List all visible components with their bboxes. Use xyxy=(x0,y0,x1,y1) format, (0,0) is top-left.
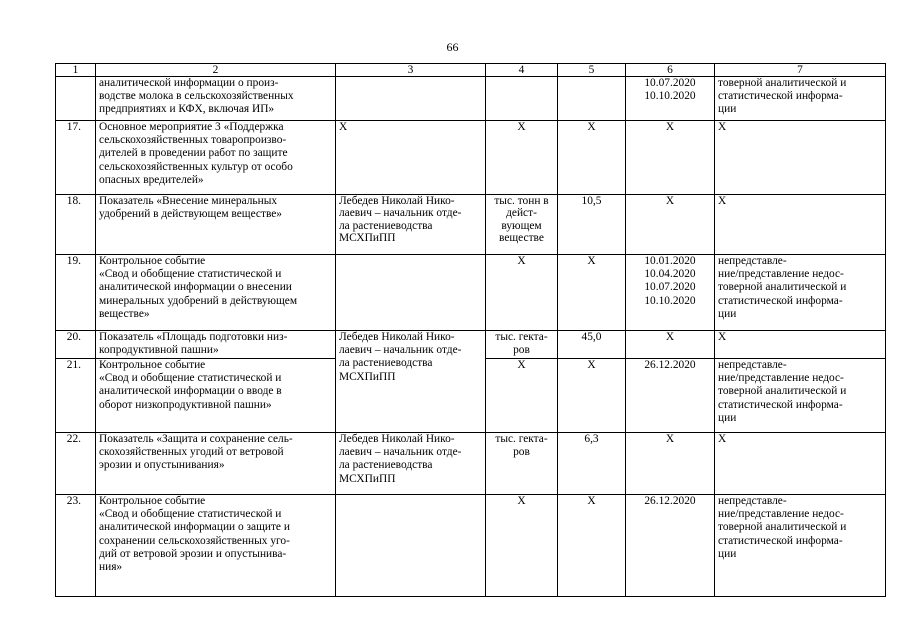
table-row xyxy=(56,121,886,195)
row-risk xyxy=(715,433,886,495)
row-date xyxy=(626,195,715,255)
description-line: «Свод и обобщение статистической и xyxy=(99,268,282,281)
row-date xyxy=(626,77,715,121)
header-cell: 5 xyxy=(558,64,626,77)
table-row xyxy=(56,331,886,359)
row-value: Х xyxy=(558,121,626,195)
row-value: 6,3 xyxy=(558,433,626,495)
header-cell: 3 xyxy=(336,64,486,77)
risk-line: ние/представление недос- xyxy=(718,372,844,385)
row-description xyxy=(96,495,336,597)
responsible-line: ла растениеводства xyxy=(339,357,433,370)
row-number: 21. xyxy=(56,359,96,433)
row-responsible xyxy=(336,495,486,597)
description-line: Показатель «Внесение минеральных xyxy=(99,195,278,207)
responsible-line: лаевич – начальник отде- xyxy=(339,446,462,459)
header-cell: 6 xyxy=(626,64,715,77)
row-description xyxy=(96,331,336,359)
date-line: 10.07.2020 xyxy=(644,77,696,89)
unit-line: ров xyxy=(513,344,530,357)
row-value xyxy=(558,77,626,121)
description-line: веществе» xyxy=(99,307,150,320)
row-number xyxy=(56,77,96,121)
description-line: эрозии и опустынивания» xyxy=(99,459,225,472)
row-value: Х xyxy=(558,255,626,331)
row-value: 10,5 xyxy=(558,195,626,255)
date-line: 10.04.2020 xyxy=(644,268,696,281)
risk-line: статистической информа- xyxy=(718,398,843,411)
row-date xyxy=(626,331,715,359)
row-number: 18. xyxy=(56,195,96,255)
unit-line: тыс. тонн в xyxy=(494,195,549,207)
risk-line: ции xyxy=(718,547,737,560)
header-cell: 4 xyxy=(486,64,558,77)
description-line: дителей в проведении работ по защите xyxy=(99,147,288,160)
row-description xyxy=(96,359,336,433)
description-line: дий от ветровой эрозии и опустынива- xyxy=(99,547,287,560)
row-risk xyxy=(715,359,886,433)
row-number: 17. xyxy=(56,121,96,195)
row-date xyxy=(626,121,715,195)
row-responsible xyxy=(336,433,486,495)
header-cell: 2 xyxy=(96,64,336,77)
unit-line: Х xyxy=(517,495,526,507)
date-line: 10.07.2020 xyxy=(644,281,696,294)
row-unit xyxy=(486,255,558,331)
description-line: оборот низкопродуктивной пашни» xyxy=(99,398,272,411)
description-line: скохозяйственных угодий от ветровой xyxy=(99,446,284,459)
row-responsible xyxy=(336,331,486,433)
row-responsible xyxy=(336,255,486,331)
row-unit xyxy=(486,121,558,195)
description-line: копродуктивной пашни» xyxy=(99,344,219,357)
description-line: Контрольное событие xyxy=(99,255,206,267)
responsible-line: МСХПиПП xyxy=(339,472,396,485)
plan-table xyxy=(55,63,886,597)
row-risk xyxy=(715,495,886,597)
date-line: 10.01.2020 xyxy=(644,255,696,267)
table-row xyxy=(56,495,886,597)
description-line: водстве молока в сельскохозяйственных xyxy=(99,90,294,103)
unit-line: Х xyxy=(517,121,526,133)
risk-line: непредставле- xyxy=(718,359,787,371)
risk-line: товерной аналитической и xyxy=(718,281,847,294)
table-row xyxy=(56,195,886,255)
row-unit xyxy=(486,495,558,597)
risk-line: непредставле- xyxy=(718,255,787,267)
description-line: Основное мероприятие 3 «Поддержка xyxy=(99,121,284,133)
description-line: сохранении сельскохозяйственных уго- xyxy=(99,534,290,547)
risk-line: ции xyxy=(718,307,737,320)
header-cell: 1 xyxy=(56,64,96,77)
responsible-line: МСХПиПП xyxy=(339,370,396,383)
risk-line: статистической информа- xyxy=(718,294,843,307)
description-line: предприятиях и КФХ, включая ИП» xyxy=(99,103,275,116)
row-number: 23. xyxy=(56,495,96,597)
row-responsible xyxy=(336,195,486,255)
date-line: 10.10.2020 xyxy=(644,90,696,103)
row-date xyxy=(626,495,715,597)
responsible-line: МСХПиПП xyxy=(339,232,396,245)
description-line: аналитической информации о защите и xyxy=(99,521,290,534)
description-line: ния» xyxy=(99,561,123,574)
row-number: 20. xyxy=(56,331,96,359)
date-line: 10.10.2020 xyxy=(644,294,696,307)
row-unit xyxy=(486,77,558,121)
row-risk xyxy=(715,195,886,255)
unit-line: вующем xyxy=(501,219,542,232)
risk-line: статистической информа- xyxy=(718,90,843,103)
date-line: Х xyxy=(665,195,675,207)
row-unit xyxy=(486,359,558,433)
row-value: 45,0 xyxy=(558,331,626,359)
responsible-line: Лебедев Николай Нико- xyxy=(339,331,455,343)
row-number: 19. xyxy=(56,255,96,331)
row-unit xyxy=(486,433,558,495)
risk-line: товерной аналитической и xyxy=(718,521,847,534)
risk-line: товерной аналитической и xyxy=(718,77,847,89)
description-line: Показатель «Площадь подготовки низ- xyxy=(99,331,288,343)
description-line: аналитической информации о внесении xyxy=(99,281,292,294)
responsible-line: Лебедев Николай Нико- xyxy=(339,433,455,445)
description-line: аналитической информации о вводе в xyxy=(99,385,282,398)
date-line: 26.12.2020 xyxy=(644,359,696,371)
responsible-line: лаевич – начальник отде- xyxy=(339,344,462,357)
description-line: опасных вредителей» xyxy=(99,173,204,186)
row-risk xyxy=(715,121,886,195)
table-row xyxy=(56,433,886,495)
row-description xyxy=(96,121,336,195)
header-row xyxy=(56,64,886,77)
row-risk xyxy=(715,255,886,331)
row-responsible xyxy=(336,77,486,121)
description-line: Показатель «Защита и сохранение сель- xyxy=(99,433,293,445)
description-line: аналитической информации о произ- xyxy=(99,77,279,89)
risk-line: ции xyxy=(718,103,737,116)
responsible-line: Лебедев Николай Нико- xyxy=(339,195,455,207)
row-unit xyxy=(486,195,558,255)
unit-line: тыс. гекта- xyxy=(495,331,548,343)
table-row xyxy=(56,77,886,121)
unit-line: ров xyxy=(513,446,530,459)
table-row xyxy=(56,255,886,331)
risk-line: Х xyxy=(718,195,727,207)
description-line: сельскохозяйственных товаропроизво- xyxy=(99,134,287,147)
date-line: 26.12.2020 xyxy=(644,495,696,507)
description-line: «Свод и обобщение статистической и xyxy=(99,508,282,521)
risk-line: ции xyxy=(718,411,737,424)
unit-line: Х xyxy=(517,359,526,371)
unit-line: тыс. гекта- xyxy=(495,433,548,445)
row-description xyxy=(96,255,336,331)
risk-line: товерной аналитической и xyxy=(718,385,847,398)
row-date xyxy=(626,359,715,433)
date-line: Х xyxy=(665,331,675,343)
row-risk xyxy=(715,77,886,121)
responsible-line: ла растениеводства xyxy=(339,219,433,232)
description-line: Контрольное событие xyxy=(99,495,206,507)
risk-line: ние/представление недос- xyxy=(718,268,844,281)
header-cell: 7 xyxy=(715,64,886,77)
row-value: Х xyxy=(558,359,626,433)
row-number: 22. xyxy=(56,433,96,495)
page-number: 66 xyxy=(446,40,459,54)
row-responsible xyxy=(336,121,486,195)
unit-line: веществе xyxy=(499,232,544,245)
description-line: «Свод и обобщение статистической и xyxy=(99,372,282,385)
unit-line: Х xyxy=(517,255,526,267)
risk-line: статистической информа- xyxy=(718,534,843,547)
responsible-line: лаевич – начальник отде- xyxy=(339,207,462,220)
description-line: сельскохозяйственных культур от особо xyxy=(99,160,293,173)
risk-line: Х xyxy=(718,331,727,343)
risk-line: Х xyxy=(718,433,727,445)
responsible-line: Х xyxy=(339,121,348,133)
risk-line: Х xyxy=(718,121,727,133)
row-description xyxy=(96,77,336,121)
unit-line: дейст- xyxy=(506,207,537,220)
risk-line: ние/представление недос- xyxy=(718,508,844,521)
date-line: Х xyxy=(665,121,675,133)
row-value: Х xyxy=(558,495,626,597)
row-unit xyxy=(486,331,558,359)
row-description xyxy=(96,433,336,495)
row-description xyxy=(96,195,336,255)
row-date xyxy=(626,255,715,331)
row-risk xyxy=(715,331,886,359)
responsible-line: ла растениеводства xyxy=(339,459,433,472)
description-line: удобрений в действующем веществе» xyxy=(99,208,283,221)
risk-line: непредставле- xyxy=(718,495,787,507)
row-date xyxy=(626,433,715,495)
date-line: Х xyxy=(665,433,675,445)
description-line: Контрольное событие xyxy=(99,359,206,371)
description-line: минеральных удобрений в действующем xyxy=(99,294,298,307)
